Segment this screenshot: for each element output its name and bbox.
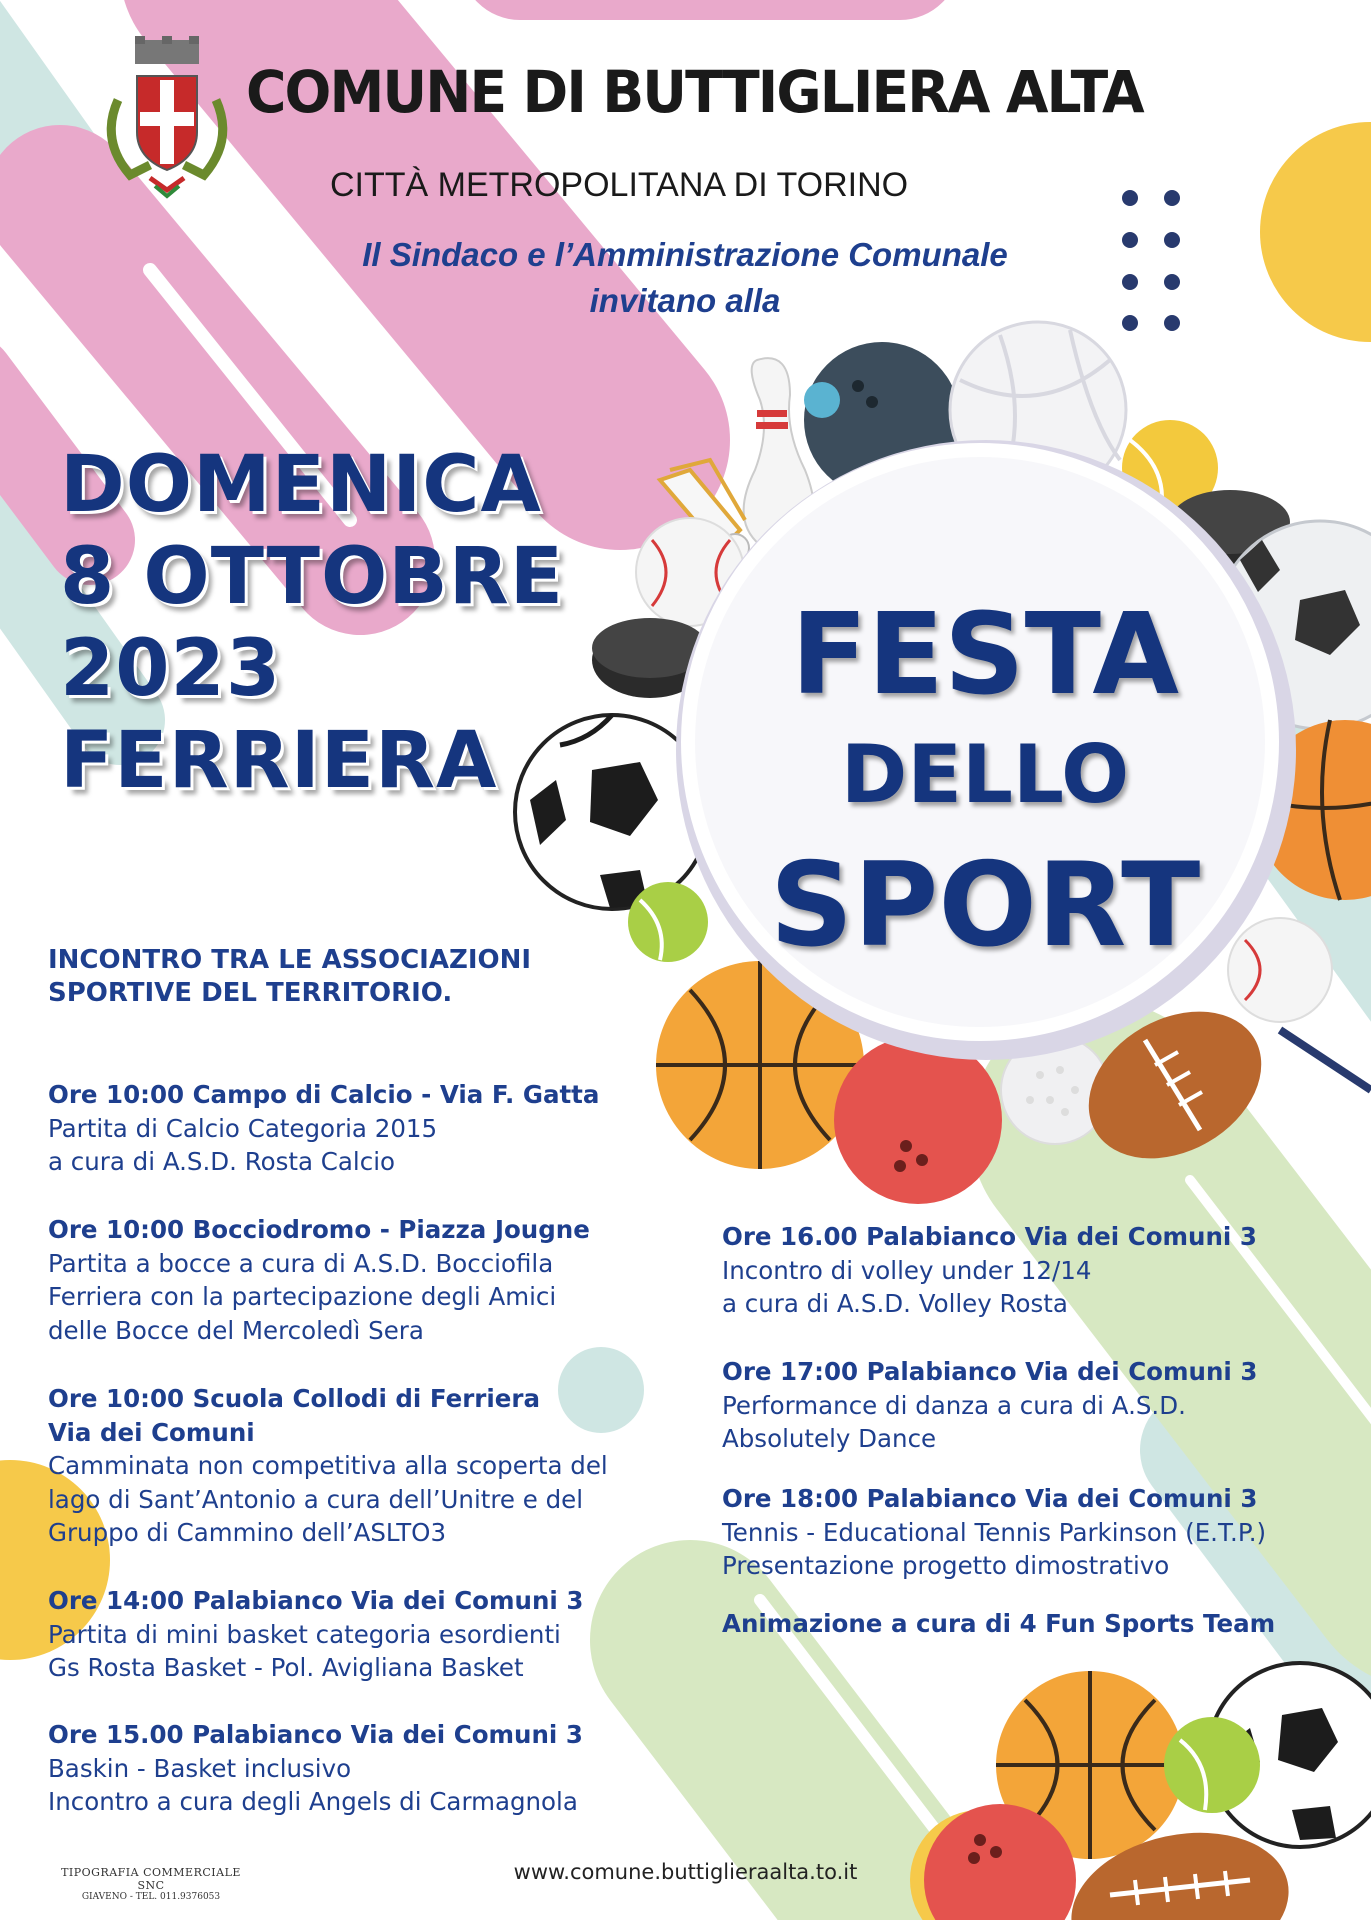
schedule-item bbox=[722, 1482, 1266, 1583]
schedule-line: Performance di danza a cura di A.S.D. bbox=[722, 1390, 1186, 1420]
schedule-item bbox=[722, 1355, 1257, 1456]
event-date: 8 OTTOBRE bbox=[60, 532, 565, 622]
animation-note bbox=[722, 1607, 1275, 1641]
festa-title-line-1: FESTA bbox=[790, 590, 1180, 720]
schedule-heading: Ore 17:00 Palabianco Via dei Comuni 3 bbox=[722, 1357, 1258, 1386]
schedule-heading: Ore 10:00 Campo di Calcio - Via F. Gatta bbox=[48, 1080, 600, 1109]
schedule-line: Camminata non competitiva alla scoperta del bbox=[48, 1451, 608, 1480]
intro-line-2: SPORTIVE DEL TERRITORIO. bbox=[48, 978, 453, 1008]
intro-line-1: INCONTRO TRA LE ASSOCIAZIONI bbox=[48, 945, 532, 975]
animation-note-text: Animazione a cura di 4 Fun Sports Team bbox=[722, 1609, 1276, 1638]
schedule-line: Baskin - Basket inclusivo bbox=[48, 1753, 352, 1783]
schedule-item bbox=[722, 1220, 1257, 1321]
invitation-line-2: invitano alla bbox=[589, 282, 781, 319]
schedule-item bbox=[48, 1718, 583, 1819]
intro-text bbox=[48, 944, 608, 1010]
schedule-line: Partita a bocce a cura di A.S.D. Bocciofila bbox=[48, 1248, 554, 1278]
event-day: DOMENICA bbox=[60, 440, 542, 530]
hockey-stick bbox=[1280, 1030, 1371, 1090]
schedule-line: Incontro a cura degli Angels di Carmagnola bbox=[48, 1787, 578, 1816]
tennis-ball-icon-bottom bbox=[1164, 1717, 1260, 1813]
schedule-line: Presentazione progetto dimostrativo bbox=[722, 1551, 1170, 1580]
schedule-line: Absolutely Dance bbox=[722, 1424, 937, 1453]
bowling-ball-red-icon bbox=[834, 1036, 1002, 1204]
schedule-line: Ferriera con la partecipazione degli Amici bbox=[48, 1282, 557, 1311]
schedule-line: delle Bocce del Mercoledì Sera bbox=[48, 1315, 424, 1345]
invitation-line-1: Il Sindaco e l’Amministrazione Comunale bbox=[362, 236, 1008, 273]
schedule-line: Partita di Calcio Categoria 2015 bbox=[48, 1113, 438, 1143]
festa-title-line-3: SPORT bbox=[769, 838, 1201, 973]
schedule-heading: Ore 16.00 Palabianco Via dei Comuni 3 bbox=[722, 1222, 1257, 1251]
schedule-heading: Ore 10:00 Bocciodromo - Piazza Jougne bbox=[48, 1215, 590, 1244]
municipality-title: COMUNE DI BUTTIGLIERA ALTA bbox=[246, 58, 1143, 126]
schedule-heading: Ore 18:00 Palabianco Via dei Comuni 3 bbox=[722, 1484, 1258, 1513]
schedule-line: Incontro di volley under 12/14 bbox=[722, 1255, 1092, 1285]
printer-name: TIPOGRAFIA COMMERCIALE SNC bbox=[61, 1866, 241, 1892]
schedule-item bbox=[48, 1078, 599, 1179]
schedule-line: Gruppo di Cammino dell’ASLTO3 bbox=[48, 1518, 447, 1547]
printer-info: GIAVENO - TEL. 011.9376053 bbox=[81, 1892, 221, 1902]
municipality-subtitle: CITTÀ METROPOLITANA DI TORINO bbox=[330, 166, 909, 204]
schedule-line: Partita di mini basket categoria esordienti bbox=[48, 1619, 561, 1649]
schedule-line: a cura di A.S.D. Volley Rosta bbox=[722, 1289, 1068, 1318]
schedule-line: Gs Rosta Basket - Pol. Avigliana Basket bbox=[48, 1653, 524, 1682]
yellow-circle-top bbox=[1260, 122, 1371, 342]
schedule-item bbox=[48, 1213, 590, 1347]
event-place: FERRIERA bbox=[60, 716, 498, 806]
schedule-heading-2: Via dei Comuni bbox=[48, 1417, 255, 1447]
schedule-heading: Ore 10:00 Scuola Collodi di Ferriera bbox=[48, 1384, 540, 1413]
website-link[interactable]: www.comune.buttiglieraalta.to.it bbox=[513, 1860, 858, 1884]
schedule-item bbox=[48, 1584, 583, 1685]
schedule-line: Tennis - Educational Tennis Parkinson (E.T.P.) bbox=[722, 1517, 1267, 1547]
schedule-line: lago di Sant’Antonio a cura dell’Unitre e del bbox=[48, 1484, 584, 1514]
schedule-item bbox=[48, 1382, 608, 1550]
schedule-line: a cura di A.S.D. Rosta Calcio bbox=[48, 1147, 395, 1176]
schedule-heading: Ore 14:00 Palabianco Via dei Comuni 3 bbox=[48, 1586, 584, 1615]
decorative-dots bbox=[1122, 190, 1180, 331]
schedule-heading: Ore 15.00 Palabianco Via dei Comuni 3 bbox=[48, 1720, 583, 1749]
event-year: 2023 bbox=[60, 624, 282, 714]
festa-title-line-2: DELLO bbox=[840, 728, 1130, 821]
